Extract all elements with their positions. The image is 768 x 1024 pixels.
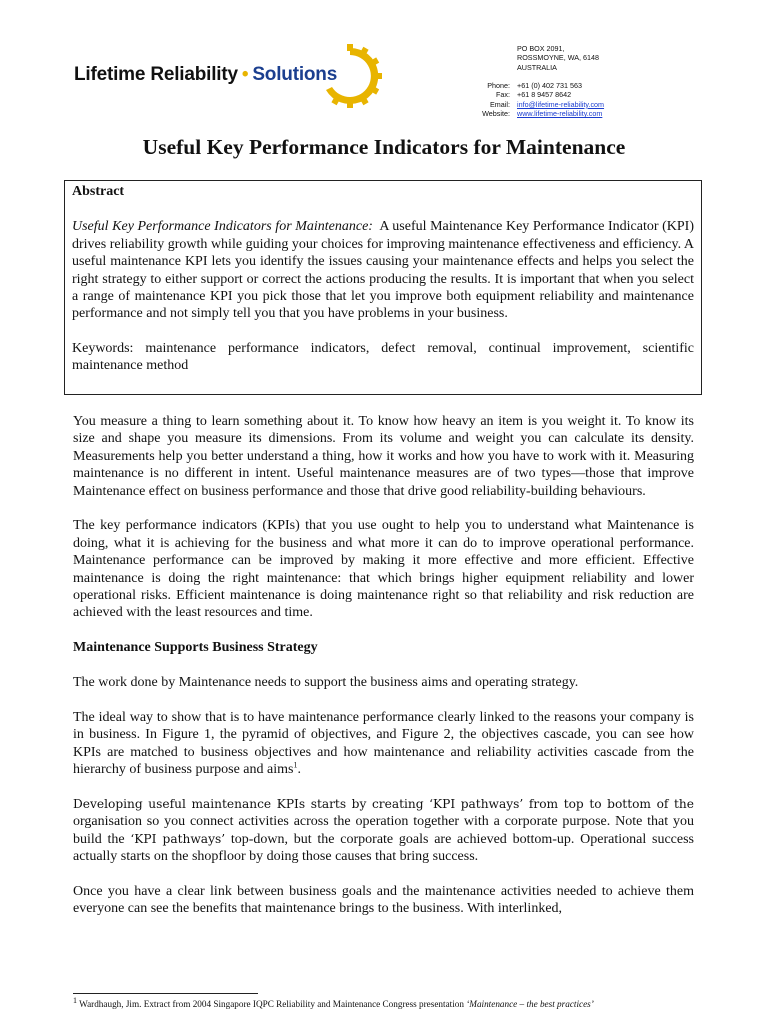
- paragraph: [73, 709, 694, 779]
- abstract-body: A useful Maintenance Key Performance Indicator (KPI) drives reliability growth while guiding your choices for improving maintenance effectiveness and efficiency. A useful maintenance KPI lets you identify the issues causing your maintenance effects and helps you select the right strategy to either support or correct the actions producing the results. It is important that when you select a range of maintenance KPI you pick those that let you improve both equipment reliability and maintenance performance and not simply tell you that you have problems in your business.: [72, 219, 694, 322]
- email-row: [470, 100, 604, 109]
- abstract-lead: Useful Key Performance Indicators for Maintenance:: [72, 219, 373, 235]
- company-logo: [74, 44, 384, 114]
- footnote: [73, 995, 594, 1009]
- footnote-text: Wardhaugh, Jim. Extract from 2004 Singapore IQPC Reliability and Maintenance Congress presentation: [79, 999, 464, 1009]
- paragraph: The key performance indicators (KPIs) that you use ought to help you to understand what Maintenance is doing, what it is achieving for the business and what more it can do to improve operational performance. Maintenance performance can be improved by making it more effective and more efficient. Effective maintenance is doing the right maintenance: that which brings higher equipment reliability and lower operational risks. Efficient maintenance is doing maintenance right so that reliability and risk reduction are achieved with the least resources and time.: [73, 518, 694, 621]
- abstract-heading: Abstract: [72, 184, 125, 199]
- footnote-divider: [73, 993, 258, 994]
- footnote-quote: ‘Maintenance – the best practices’: [466, 999, 594, 1009]
- fax-label: Fax:: [496, 90, 510, 100]
- logo-name-part2: Solutions: [252, 64, 338, 85]
- fax-value: +61 8 9457 8642: [517, 90, 572, 100]
- website-label: Website:: [482, 109, 510, 119]
- paragraph: [73, 796, 694, 866]
- paragraph-text: The ideal way to show that is to have maintenance performance clearly linked to the reasons your company is in business. In Figure 1, the pyramid of objectives, and Figure 2, the objectives cascade, you can see how KPIs are matched to business objectives and how maintenance and reliability activities cascade from the hierarchy of business purpose and aims: [73, 709, 694, 778]
- phone-row: [470, 81, 582, 90]
- abstract-box: [64, 180, 702, 395]
- logo-name-part1: Lifetime Reliability: [74, 64, 238, 85]
- paragraph: The work done by Maintenance needs to support the business aims and operating strategy.: [73, 675, 579, 691]
- document-title: Useful Key Performance Indicators for Maintenance: [142, 135, 626, 159]
- email-link[interactable]: info@lifetime-reliability.com: [517, 99, 605, 109]
- gear-icon: [318, 44, 382, 108]
- website-row: [470, 109, 602, 118]
- fax-row: [470, 90, 571, 99]
- paragraph-alt-font: ‘KPI pathways’: [130, 831, 226, 846]
- phone-value: +61 (0) 402 731 563: [517, 81, 582, 90]
- paragraph: You measure a thing to learn something about it. To know how heavy an item is you weight it. To know its size and shape you measure its dimensions. From its volume and weight you can calculate its density. Measurements help you better understand a thing, how it works and how you have to work with it. Measuring maintenance is no different in intent. Useful maintenance measures are of two types—those that improve Maintenance effect on business performance and those that drive good reliability-building behaviours.: [73, 414, 694, 499]
- footnote-ref: 1: [293, 760, 298, 770]
- email-label: Email:: [490, 99, 510, 109]
- postal-address: [517, 44, 599, 72]
- logo-text: [74, 64, 337, 86]
- logo-separator: •: [241, 64, 249, 85]
- address-line: ROSSMOYNE, WA, 6148: [517, 53, 600, 63]
- address-line: AUSTRALIA: [517, 62, 557, 72]
- phone-label: Phone:: [487, 81, 510, 90]
- paragraph-rest: top-down, but the corporate goals are achieved bottom-up. Operational success actually starts on the shopfloor by doing those causes that bring success.: [73, 831, 694, 865]
- website-link[interactable]: www.lifetime-reliability.com: [517, 109, 603, 119]
- address-line: PO BOX 2091,: [517, 44, 565, 53]
- document-body: [73, 413, 694, 935]
- paragraph-mid: organisation so you connect activities across the operation together with a corporate purpose. Note that you build the: [73, 814, 694, 847]
- paragraph-end: .: [297, 762, 301, 778]
- footnote-mark: 1: [73, 995, 77, 1005]
- paragraph-lead-alt-font: Developing useful maintenance KPIs starts by creating ‘KPI pathways’ from top to bottom of the: [73, 796, 694, 811]
- section-heading: Maintenance Supports Business Strategy: [73, 640, 318, 656]
- paragraph: Once you have a clear link between business goals and the maintenance activities needed to achieve them everyone can see the benefits that maintenance brings to the business. With interlinked,: [73, 883, 694, 917]
- abstract-keywords: Keywords: maintenance performance indicators, defect removal, continual improvement, scientific maintenance method: [72, 340, 694, 374]
- abstract-text: [72, 218, 694, 322]
